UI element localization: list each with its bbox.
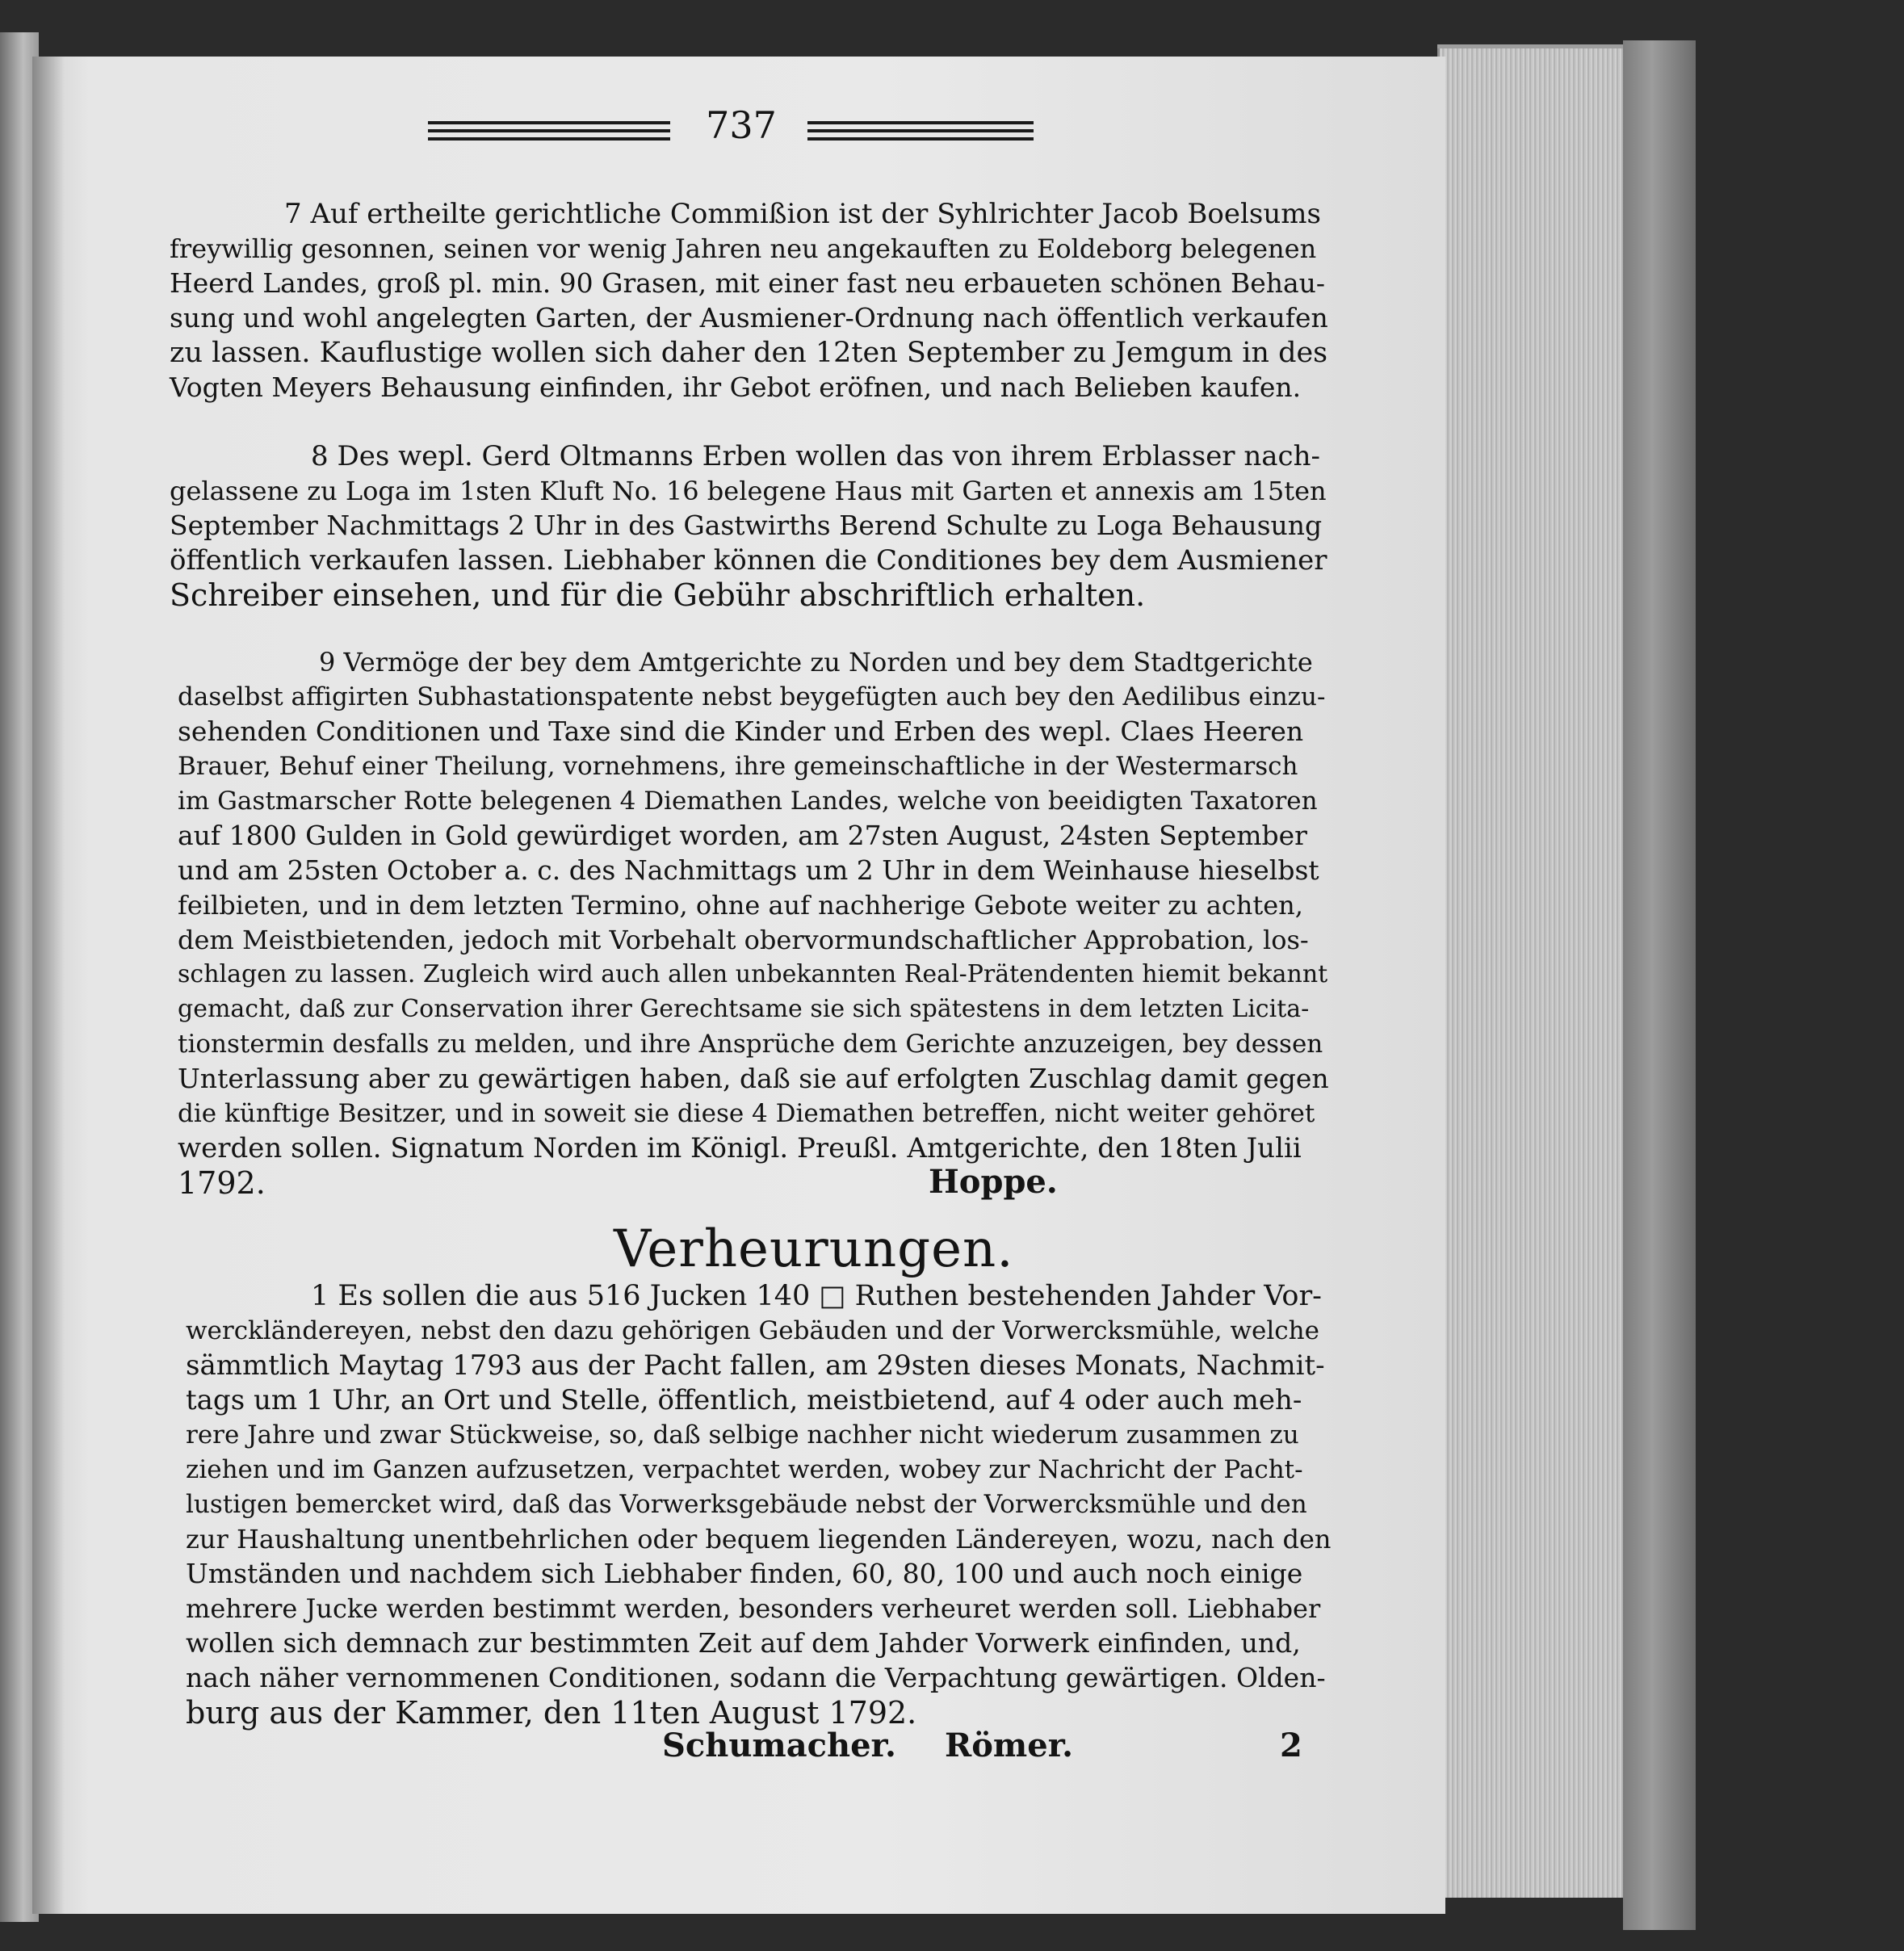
book-cover-edge (1623, 40, 1696, 1930)
entry-line: 8 Des wepl. Gerd Oltmanns Erben wollen das von ihrem Erblasser nach- (311, 440, 1320, 472)
gutter-shadow (32, 57, 65, 1914)
entry-line: schlagen zu lassen. Zugleich wird auch allen unbekannten Real-Prätendenten hiemit bekannt (178, 960, 1328, 988)
entry-line: die künftige Besitzer, und in soweit sie diese 4 Diemathen betreffen, nicht weiter gehöret (178, 1099, 1315, 1128)
entry-line: 7 Auf ertheilte gerichtliche Commißion ist der Syhlrichter Jacob Boelsums (284, 198, 1321, 230)
entry-line: Brauer, Behuf einer Theilung, vornehmens, ihre gemeinschaftliche in der Westermarsch (178, 752, 1298, 781)
entry-line: mehrere Jucke werden bestimmt werden, besonders verheuret werden soll. Liebhaber (186, 1593, 1321, 1624)
entry-line: sehenden Conditionen und Taxe sind die Kinder und Erben des wepl. Claes Heeren (178, 715, 1304, 747)
entry-line: tionstermin desfalls zu melden, und ihre Ansprüche dem Gerichte anzuzeigen, bey dessen (178, 1030, 1323, 1059)
entry-line: zur Haushaltung unentbehrlichen oder bequem liegenden Ländereyen, wozu, nach den (186, 1524, 1332, 1555)
entry-line: zu lassen. Kauflustige wollen sich daher den 12ten September zu Jemgum in des (170, 337, 1328, 369)
entry-line: und am 25sten October a. c. des Nachmittags um 2 Uhr in dem Weinhause hieselbst (178, 854, 1319, 886)
entry-line: daselbst affigirten Subhastationspatente nebst beygefügten auch bey den Aedilibus einzu- (178, 682, 1326, 711)
header-rule-right-2 (807, 129, 1034, 132)
header-rule-left-1 (428, 121, 670, 124)
header-rule-left-2 (428, 129, 670, 132)
page-block-edges (1437, 48, 1633, 1898)
entry-line: im Gastmarscher Rotte belegenen 4 Diemathen Landes, welche von beeidigten Taxatoren (178, 787, 1318, 816)
section-heading: Verheurungen. (614, 1219, 1014, 1279)
entry-line: Heerd Landes, groß pl. min. 90 Grasen, mit einer fast neu erbaueten schönen Behau- (170, 267, 1326, 299)
entry-line: September Nachmittags 2 Uhr in des Gastwirths Berend Schulte zu Loga Behausung (170, 510, 1323, 541)
entry-line: Vogten Meyers Behausung einfinden, ihr Gebot eröfnen, und nach Belieben kaufen. (170, 371, 1302, 403)
entry-line: Unterlassung aber zu gewärtigen haben, daß sie auf erfolgten Zuschlag damit gegen (178, 1063, 1329, 1094)
entry-line: sung und wohl angelegten Garten, der Ausmiener-Ordnung nach öffentlich verkaufen (170, 302, 1328, 334)
entry-line: dem Meistbietenden, jedoch mit Vorbehalt obervormundschaftlicher Approbation, los- (178, 925, 1309, 955)
entry-line: burg aus der Kammer, den 11ten August 1792. (186, 1695, 917, 1731)
header-rule-right-3 (807, 137, 1034, 141)
entry-line: gelassene zu Loga im 1sten Kluft No. 16 belegene Haus mit Garten et annexis am 15ten (170, 476, 1327, 506)
entry-line: feilbieten, und in dem letzten Termino, ohne auf nachherige Gebote weiter zu achten, (178, 890, 1303, 921)
entry-line: auf 1800 Gulden in Gold gewürdiget worden, am 27sten August, 24sten September (178, 820, 1307, 851)
entry-line: ziehen und im Ganzen aufzusetzen, verpachtet werden, wobey zur Nachricht der Pacht- (186, 1455, 1303, 1484)
entry-line: rere Jahre und zwar Stückweise, so, daß selbige nachher nicht wiederum zusammen zu (186, 1420, 1299, 1450)
entry-line: lustigen bemercket wird, daß das Vorwerksgebäude nebst der Vorwercksmühle und den (186, 1490, 1307, 1519)
entry-line: werden sollen. Signatum Norden im Königl. Preußl. Amtgerichte, den 18ten Julii (178, 1132, 1302, 1164)
signature-schumacher: Schumacher. (662, 1727, 896, 1764)
entry-line: freywillig gesonnen, seinen vor wenig Jahren neu angekauften zu Eoldeborg belegenen (170, 233, 1317, 264)
entry-line: 9 Vermöge der bey dem Amtgerichte zu Norden und bey dem Stadtgerichte (319, 647, 1313, 678)
entry-line: werckländereyen, nebst den dazu gehörigen Gebäuden und der Vorwercksmühle, welche (186, 1316, 1319, 1345)
entry-line: sämmtlich Maytag 1793 aus der Pacht fallen, am 29sten dieses Monats, Nachmit- (186, 1349, 1325, 1382)
catchword: 2 (1280, 1727, 1302, 1764)
entry-line: wollen sich demnach zur bestimmten Zeit auf dem Jahder Vorwerk einfinden, und, (186, 1627, 1301, 1659)
signature-hoppe: Hoppe. (929, 1163, 1058, 1201)
entry-line: Umständen und nachdem sich Liebhaber finden, 60, 80, 100 und auch noch einige (186, 1558, 1303, 1589)
entry-line: nach näher vernommenen Conditionen, sodann die Verpachtung gewärtigen. Olden- (186, 1662, 1326, 1693)
entry-line: Schreiber einsehen, und für die Gebühr abschriftlich erhalten. (170, 577, 1146, 613)
header-rule-right-1 (807, 121, 1034, 124)
header-rule-left-3 (428, 137, 670, 141)
entry-line: 1792. (178, 1165, 266, 1201)
entry-line: gemacht, daß zur Conservation ihrer Gerechtsame sie sich spätestens in dem letzten Licita- (178, 995, 1310, 1023)
entry-line: tags um 1 Uhr, an Ort und Stelle, öffentlich, meistbietend, auf 4 oder auch meh- (186, 1384, 1302, 1416)
entry-line: 1 Es sollen die aus 516 Jucken 140 □ Ruthen bestehenden Jahder Vor- (311, 1280, 1323, 1312)
signature-roemer: Römer. (945, 1727, 1074, 1764)
entry-line: öffentlich verkaufen lassen. Liebhaber können die Conditiones bey dem Ausmiener (170, 544, 1327, 577)
page-number: 737 (706, 103, 777, 147)
